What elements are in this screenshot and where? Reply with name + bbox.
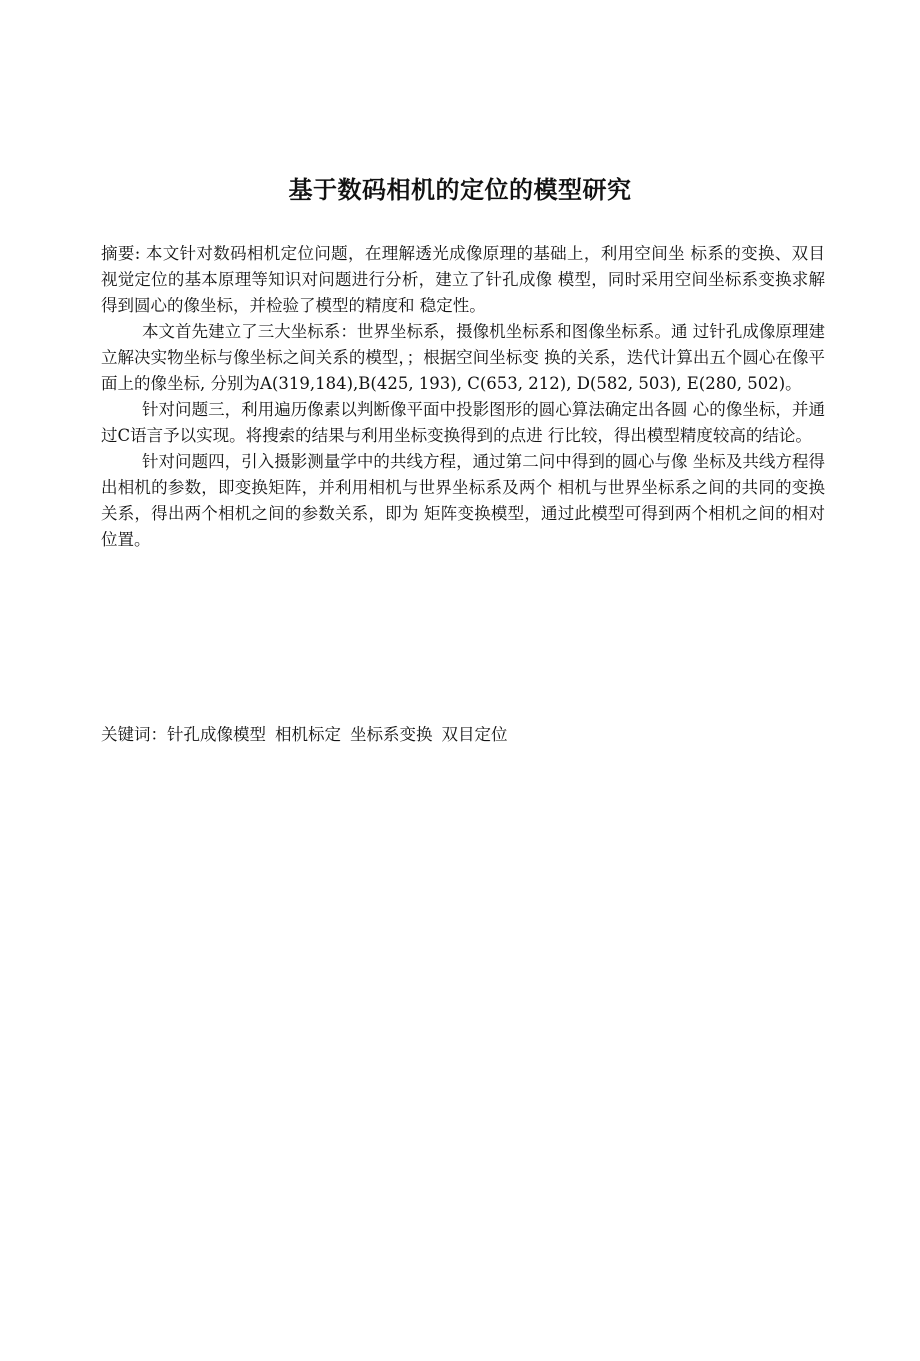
keyword-item: 坐标系变换 [350,725,433,744]
keywords-line [101,722,517,748]
abstract-section [101,241,825,553]
abstract-paragraph-4: 针对问题四，引入摄影测量学中的共线方程，通过第二问中得到的圆心与像 坐标及共线方程得出相机的参数，即变换矩阵，并利用相机与世界坐标系及两个 相机与世界坐标系之间的共同的变换关系，得出两个相机之间的参数关系，即为 矩阵变换模型，通过此模型可得到两个相机之间的相对位置。 [101,452,825,549]
keyword-item: 相机标定 [275,725,341,744]
paper-title: 基于数码相机的定位的模型研究 [288,176,632,204]
keyword-item: 双目定位 [441,725,508,744]
keywords-label: 关键词： [101,725,167,744]
abstract-paragraph-3: 针对问题三，利用遍历像素以判断像平面中投影图形的圆心算法确定出各圆 心的像坐标，并通过C语言予以实现。将搜索的结果与利用坐标变换得到的点进 行比较，得出模型精度较高的结论。 [101,400,825,445]
abstract-paragraph-1: 摘要: 本文针对数码相机定位问题，在理解透光成像原理的基础上，利用空间坐 标系的变换、双目视觉定位的基本原理等知识对问题进行分析，建立了针孔成像 模型，同时采用空间坐标系变换求解得到圆心的像坐标，并检验了模型的精度和 稳定性。 [101,244,825,315]
abstract-paragraph-2: 本文首先建立了三大坐标系：世界坐标系，摄像机坐标系和图像坐标系。通 过针孔成像原理建立解决实物坐标与像坐标之间关系的模型，；根据空间坐标变 换的关系，迭代计算出五个圆心在像平面上的像坐标, 分别为A(319,184),B(425, 193), C(653, 212), D(582, 503), E(280, 502)。 [101,322,825,393]
keyword-item: 针孔成像模型 [167,725,266,744]
